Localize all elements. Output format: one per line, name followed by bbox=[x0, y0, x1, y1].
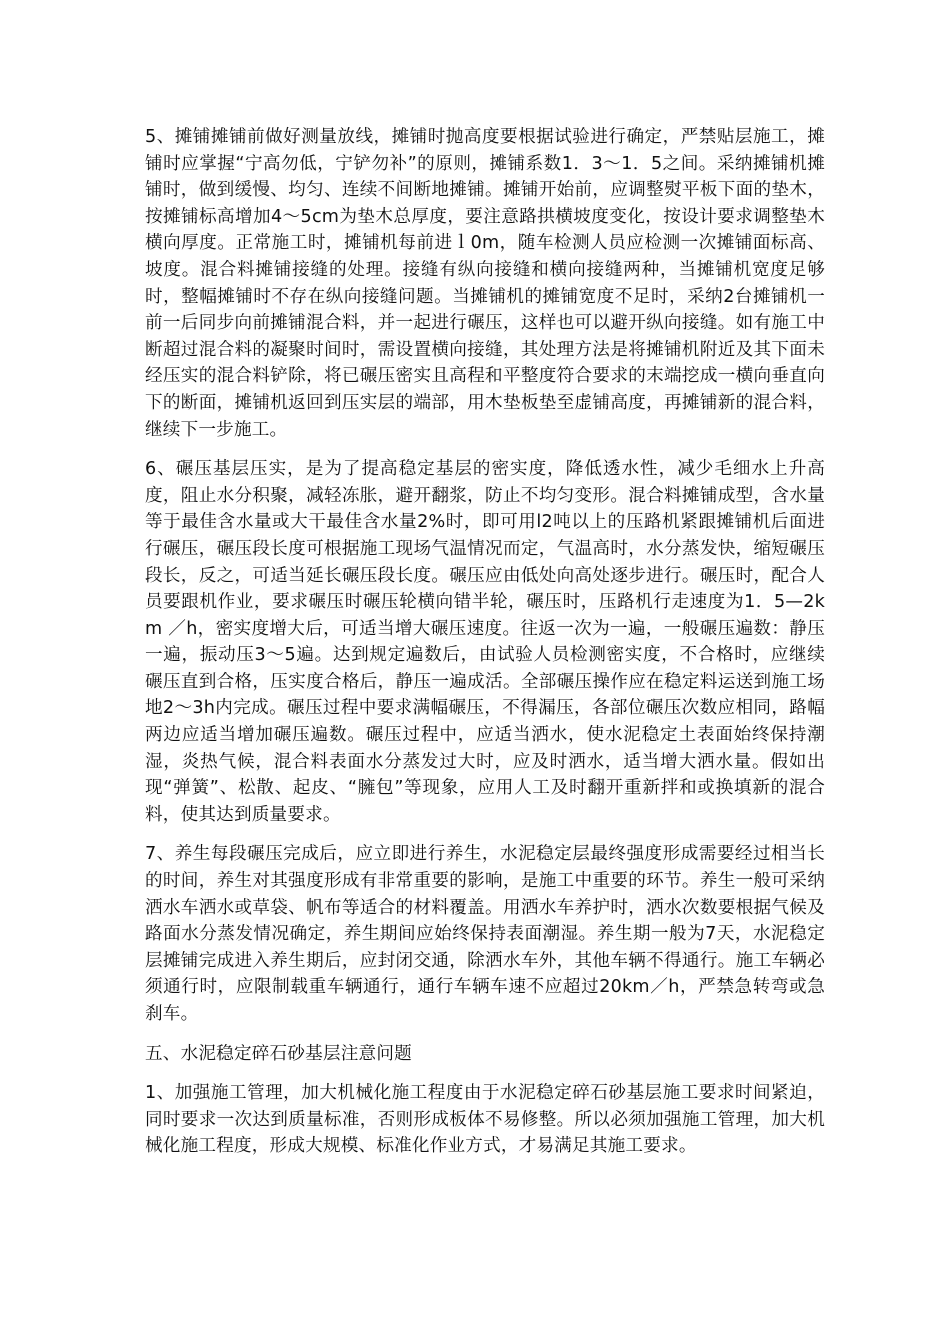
document-body bbox=[145, 124, 825, 1173]
paragraph-management: 1、加强施工管理，加大机械化施工程度由于水泥稳定碎石砂基层施工要求时间紧迫，同时要求一次达到质量标准，否则形成板体不易修整。所以必须加强施工管理，加大机械化施工程度，形成大规模、标准化作业方式，才易满足其施工要求。 bbox=[145, 1083, 825, 1157]
section-heading-notes: 五、水泥稳定碎石砂基层注意问题 bbox=[145, 1043, 412, 1064]
paragraph-paving: 5、摊铺摊铺前做好测量放线，摊铺时抛高度要根据试验进行确定，严禁贴层施工，摊铺时应掌握“宁高勿低，宁铲勿补”的原则，摊铺系数1．3～1．5之间。采纳摊铺机摊铺时，做到缓慢、均匀、连续不间断地摊铺。摊铺开始前，应调整熨平板下面的垫木，按摊铺标高增加4～5cm为垫木总厚度，要注意路拱横坡度变化，按设计要求调整垫木横向厚度。正常施工时，摊铺机每前进ｌ0m，随车检测人员应检测一次摊铺面标高、坡度。混合料摊铺接缝的处理。接缝有纵向接缝和横向接缝两种，当摊铺机宽度足够时，整幅摊铺时不存在纵向接缝问题。当摊铺机的摊铺宽度不足时，采纳2台摊铺机一前一后同步向前摊铺混合料，并一起进行碾压，这样也可以避开纵向接缝。如有施工中断超过混合料的凝聚时间时，需设置横向接缝，其处理方法是将摊铺机附近及其下面未经压实的混合料铲除，将已碾压密实且高程和平整度符合要求的末端挖成一横向垂直向下的断面，摊铺机返回到压实层的端部，用木垫板垫至虚铺高度，再摊铺新的混合料，继续下一步施工。 bbox=[145, 127, 825, 440]
paragraph-compaction: 6、碾压基层压实，是为了提高稳定基层的密实度，降低透水性，减少毛细水上升高度，阻止水分积聚，减轻冻胀，避开翻浆，防止不均匀变形。混合料摊铺成型，含水量等于最佳含水量或大干最佳含水量2%时，即可用l2吨以上的压路机紧跟摊铺机后面进行碾压，碾压段长度可根据施工现场气温情况而定，气温高时，水分蒸发快，缩短碾压段长，反之，可适当延长碾压段长度。碾压应由低处向高处逐步进行。碾压时，配合人员要跟机作业，要求碾压时碾压轮横向错半轮，碾压时，压路机行走速度为1．5—2km ／h，密实度增大后，可适当增大碾压速度。往返一次为一遍，一般碾压遍数：静压一遍，振动压3～5遍。达到规定遍数后，由试验人员检测密实度，不合格时，应继续碾压直到合格，压实度合格后，静压一遍成活。全部碾压操作应在稳定料运送到施工场地2～3h内完成。碾压过程中要求满幅碾压，不得漏压，各部位碾压次数应相同，路幅两边应适当增加碾压遍数。碾压过程中，应适当洒水，使水泥稳定土表面始终保持潮湿，炎热气候，混合料表面水分蒸发过大时，应及时洒水，适当增大洒水量。假如出现“弹簧”、松散、起皮、“臃包”等现象，应用人工及时翻开重新拌和或换填新的混合料，使其达到质量要求。 bbox=[145, 459, 825, 825]
paragraph-curing: 7、养生每段碾压完成后，应立即进行养生，水泥稳定层最终强度形成需要经过相当长的时间，养生对其强度形成有非常重要的影响，是施工中重要的环节。养生一般可采纳洒水车洒水或草袋、帆布等适合的材料覆盖。用洒水车养护时，洒水次数要根据气候及路面水分蒸发情况确定，养生期间应始终保持表面潮湿。养生期一般为7天，水泥稳定层摊铺完成进入养生期后，应封闭交通，除洒水车外，其他车辆不得通行。施工车辆必须通行时，应限制载重车辆通行，通行车辆车速不应超过20km／h，严禁急转弯或急刹车。 bbox=[145, 844, 825, 1024]
